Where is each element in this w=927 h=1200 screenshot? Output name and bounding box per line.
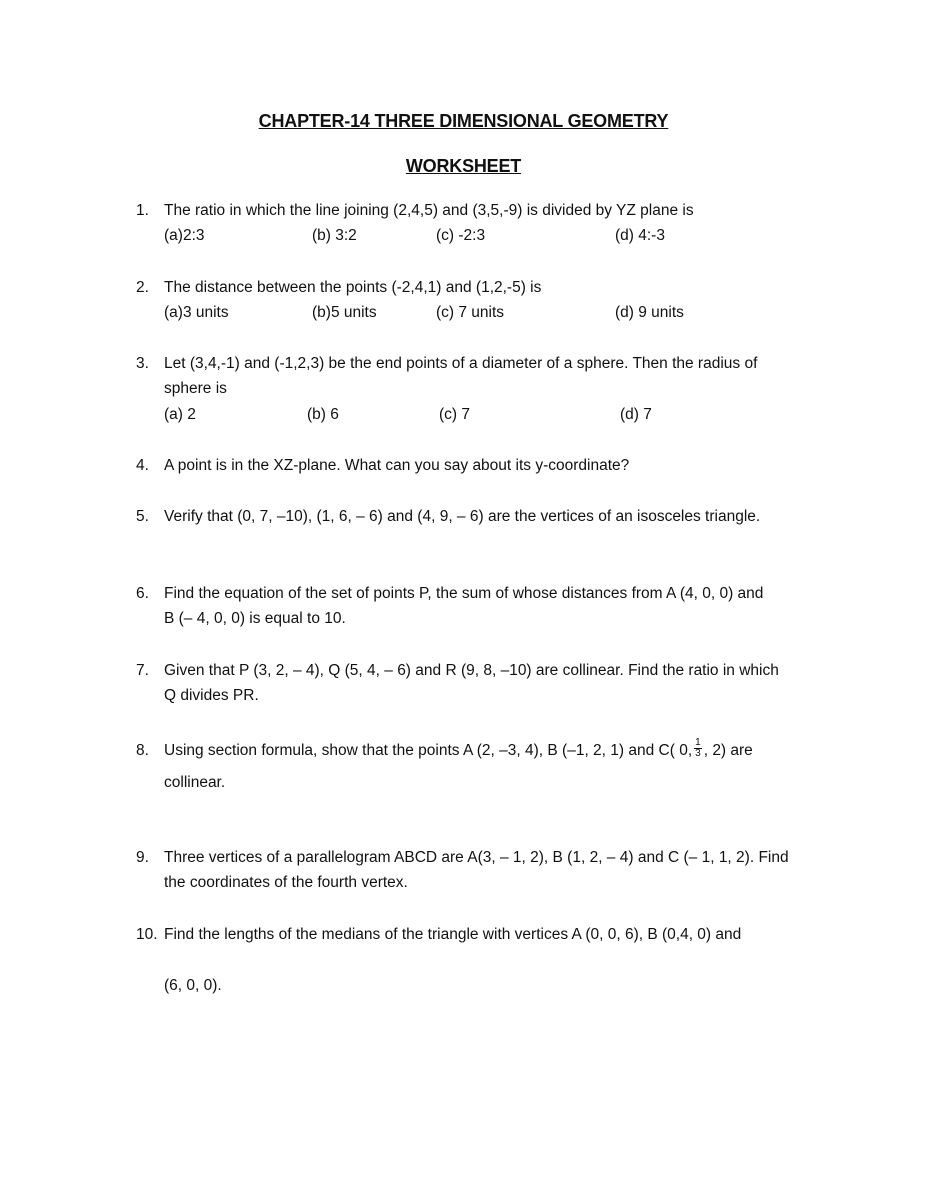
option-c: (c) 7 units bbox=[436, 304, 505, 321]
option-d: (d) 7 bbox=[620, 406, 652, 423]
fraction bbox=[694, 738, 702, 759]
option-a: (a) 2 bbox=[164, 406, 196, 423]
question-text: The distance between the points (-2,4,1) and (1,2,-5) is bbox=[164, 279, 542, 296]
question-text-line1: Given that P (3, 2, – 4), Q (5, 4, – 6) and R (9, 8, –10) are collinear. Find the ratio in which bbox=[164, 662, 779, 679]
option-d: (d) 9 units bbox=[615, 304, 684, 321]
page-subtitle: WORKSHEET bbox=[405, 156, 522, 176]
question-number: 1. bbox=[136, 202, 149, 219]
fraction-numerator: 1 bbox=[695, 737, 701, 749]
option-b: (b) 3:2 bbox=[312, 227, 357, 244]
question-number: 7. bbox=[136, 662, 149, 679]
option-c: (c) 7 bbox=[439, 406, 470, 423]
question-text-line1: Let (3,4,-1) and (-1,2,3) be the end points of a diameter of a sphere. Then the radius of bbox=[164, 355, 758, 372]
page-title: CHAPTER-14 THREE DIMENSIONAL GEOMETRY bbox=[258, 111, 669, 131]
question-text-line2: Q divides PR. bbox=[164, 687, 259, 704]
question-number: 5. bbox=[136, 508, 149, 525]
option-b: (b) 6 bbox=[307, 406, 339, 423]
question-text-line2: B (– 4, 0, 0) is equal to 10. bbox=[164, 610, 346, 627]
question-text-line1: Find the lengths of the medians of the triangle with vertices A (0, 0, 6), B (0,4, 0) and bbox=[164, 926, 742, 943]
question-number: 3. bbox=[136, 355, 149, 372]
fraction-denominator: 3 bbox=[695, 748, 701, 760]
question-text-post: , 2) are bbox=[703, 742, 753, 759]
question-text-line2: the coordinates of the fourth vertex. bbox=[164, 874, 408, 891]
option-d: (d) 4:-3 bbox=[615, 227, 665, 244]
option-a: (a)2:3 bbox=[164, 227, 205, 244]
question-number: 4. bbox=[136, 457, 149, 474]
question-number: 6. bbox=[136, 585, 149, 602]
question-text-line1: Three vertices of a parallelogram ABCD are A(3, – 1, 2), B (1, 2, – 4) and C (– 1, 1, 2). Find bbox=[164, 849, 789, 866]
question-text: Verify that (0, 7, –10), (1, 6, – 6) and (4, 9, – 6) are the vertices of an isosceles triangle. bbox=[164, 508, 761, 525]
question-text-line1: Find the equation of the set of points P, the sum of whose distances from A (4, 0, 0) and bbox=[164, 585, 764, 602]
question-text-pre: Using section formula, show that the points A (2, –3, 4), B (–1, 2, 1) and C( 0, bbox=[164, 742, 693, 759]
option-b: (b)5 units bbox=[312, 304, 377, 321]
question-text: The ratio in which the line joining (2,4,5) and (3,5,-9) is divided by YZ plane is bbox=[164, 202, 694, 219]
question-number: 8. bbox=[136, 742, 149, 759]
option-c: (c) -2:3 bbox=[436, 227, 486, 244]
question-number: 9. bbox=[136, 849, 149, 866]
question-text-line2: collinear. bbox=[164, 774, 226, 791]
question-text-line1 bbox=[164, 738, 824, 763]
question-number: 10. bbox=[136, 926, 158, 943]
question-text: A point is in the XZ-plane. What can you say about its y-coordinate? bbox=[164, 457, 630, 474]
question-number: 2. bbox=[136, 279, 149, 296]
question-text-line2: sphere is bbox=[164, 380, 227, 397]
option-a: (a)3 units bbox=[164, 304, 229, 321]
question-text-line2: (6, 0, 0). bbox=[164, 977, 222, 994]
